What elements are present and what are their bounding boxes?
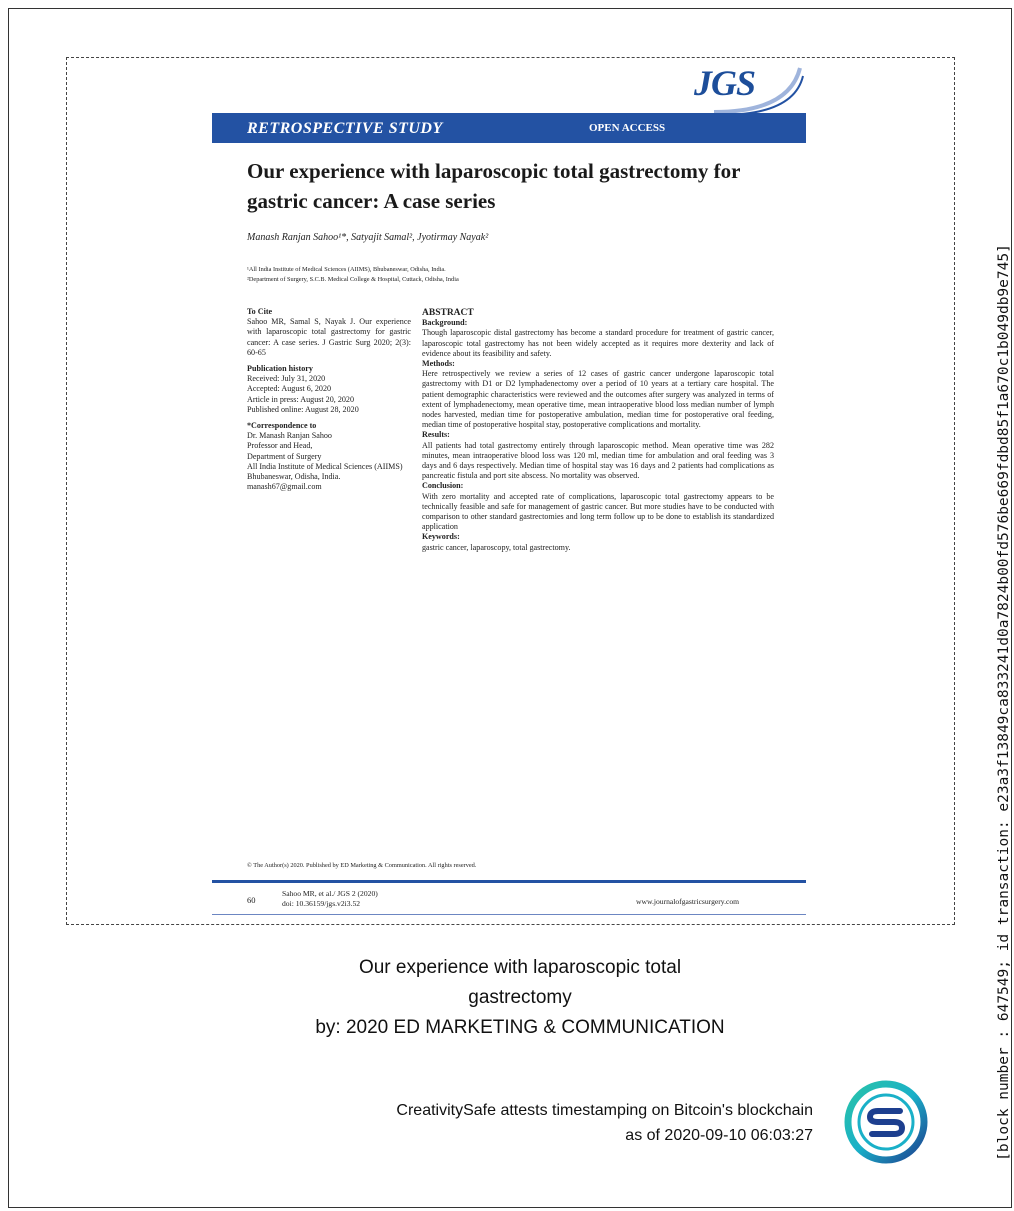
to-cite-heading: To Cite — [247, 307, 273, 316]
article-authors: Manash Ranjan Sahoo¹*, Satyajit Samal², Jyotirmay Nayak² — [247, 232, 489, 243]
keywords-text: gastric cancer, laparoscopy, total gastrectomy. — [422, 542, 571, 552]
copyright-notice: © The Author(s) 2020. Published by ED Marketing & Communication. All rights reserved. — [247, 862, 477, 869]
article-title: Our experience with laparoscopic total gastrectomy for gastric cancer: A case series — [247, 159, 741, 213]
correspondence-block — [247, 421, 411, 492]
history-line: Published online: August 28, 2020 — [247, 404, 359, 414]
publication-history-block — [247, 364, 411, 415]
affiliation-1: ¹All India Institute of Medical Sciences (AIIMS), Bhubaneswar, Odisha, India. — [247, 266, 446, 273]
conclusion-text: With zero mortality and accepted rate of complications, laparoscopic total gastrectomy appears to be technically feasible and safe for management of gastric cancer. But more studies have to be conducted with comparison to other standard gastrectomies and long term follow up to be done to establish its standardized application — [422, 491, 774, 532]
correspondence-line: All India Institute of Medical Sciences (AIIMS) — [247, 461, 403, 471]
affiliations — [247, 265, 459, 285]
affiliation-2: ²Department of Surgery, S.C.B. Medical College & Hospital, Cuttack, Odisha, India — [247, 276, 459, 283]
conclusion-heading: Conclusion: — [422, 481, 464, 491]
study-type-label: RETROSPECTIVE STUDY — [247, 120, 443, 137]
history-line: Received: July 31, 2020 — [247, 374, 326, 384]
methods-heading: Methods: — [422, 359, 455, 369]
attestation-timestamp: as of 2020-09-10 06:03:27 — [625, 1127, 813, 1144]
article-sidebar — [247, 305, 411, 498]
background-heading: Background: — [422, 318, 468, 328]
creativitysafe-logo-icon — [842, 1078, 930, 1166]
attestation-line: CreativitySafe attests timestamping on Bitcoin's blockchain — [396, 1102, 813, 1119]
publication-history-heading: Publication history — [247, 364, 313, 374]
footer-page-number: 60 — [247, 895, 256, 905]
caption-author-line: by: 2020 ED MARKETING & COMMUNICATION — [315, 1017, 725, 1038]
to-cite-text: Sahoo MR, Samal S, Nayak J. Our experience with laparoscopic total gastrectomy for gastric cancer: A case series. J Gastric Surg 2020; 2(3): 60-65 — [247, 317, 411, 357]
correspondence-line: Bhubaneswar, Odisha, India. — [247, 472, 341, 482]
certificate-caption — [260, 953, 780, 1043]
footer-doi: doi: 10.36159/jgs.v2i3.52 — [282, 899, 361, 908]
history-line: Article in press: August 20, 2020 — [247, 394, 355, 404]
abstract — [422, 308, 774, 553]
attestation-text — [280, 1098, 813, 1148]
journal-logo — [694, 62, 804, 116]
history-line: Accepted: August 6, 2020 — [247, 384, 332, 394]
correspondence-heading: *Correspondence to — [247, 421, 317, 431]
abstract-heading: ABSTRACT — [422, 308, 474, 318]
correspondence-line: Dr. Manash Ranjan Sahoo — [247, 431, 332, 441]
caption-title-line: gastrectomy — [468, 987, 572, 1008]
footer-url: www.journalofgastricsurgery.com — [636, 897, 740, 906]
keywords-heading: Keywords: — [422, 532, 460, 542]
footer-divider — [212, 880, 806, 883]
blockchain-transaction-id: [block number : 647549; id transaction: e23a3f13849ca833241d0a7824b00fd576be669fdbd85f1a670c1b049db9e745] — [996, 244, 1012, 1161]
correspondence-email: manash67@gmail.com — [247, 482, 322, 492]
methods-text: Here retrospectively we review a series of 12 cases of gastric cancer undergone laparoscopic total gastrectomy with D1 or D2 lymphadenectomy over a period of 10 years at a tertiary care hospital. The patient demographic characteristics were reviewed and the outcomes after surgery was analyzed in terms of extent of lymphadenectomy, mean operative time, mean intraoperative blood loss median number of lymph nodes harvested, median time for postoperative ambulation, median time for postoperative oral feeding, median time of postoperative hospital stay, postoperative complications and mortality. — [422, 369, 774, 430]
caption-title-line: Our experience with laparoscopic total — [358, 957, 682, 978]
footer-citation-line: Sahoo MR, et al./ JGS 2 (2020) — [282, 889, 378, 898]
to-cite-block — [247, 307, 411, 358]
article-banner — [212, 113, 806, 143]
results-text: All patients had total gastrectomy entirely through laparoscopic method. Mean operative time was 282 minutes, mean intraoperative blood loss was 120 ml, median time for ambulation and oral feeding was 3 days and 6 days respectively. Median time of hospital stay was 16 days and 2 patients had complications as pancreatic fistula and port site abscess. No mortality was observed. — [422, 440, 774, 481]
background-text: Though laparoscopic distal gastrectomy has become a standard procedure for treatment of gastric cancer, laparoscopic total gastrectomy has not been widely accepted as it requires more dexterity and lack of evidence about its feasibility and safety. — [422, 328, 774, 358]
open-access-label: OPEN ACCESS — [589, 122, 666, 134]
journal-logo-text: JGS — [694, 63, 756, 103]
correspondence-line: Professor and Head, — [247, 441, 313, 451]
footer-bottom-divider — [212, 914, 806, 915]
correspondence-line: Department of Surgery — [247, 451, 322, 461]
results-heading: Results: — [422, 430, 450, 440]
article-page — [212, 60, 806, 920]
footer-citation — [282, 889, 378, 909]
